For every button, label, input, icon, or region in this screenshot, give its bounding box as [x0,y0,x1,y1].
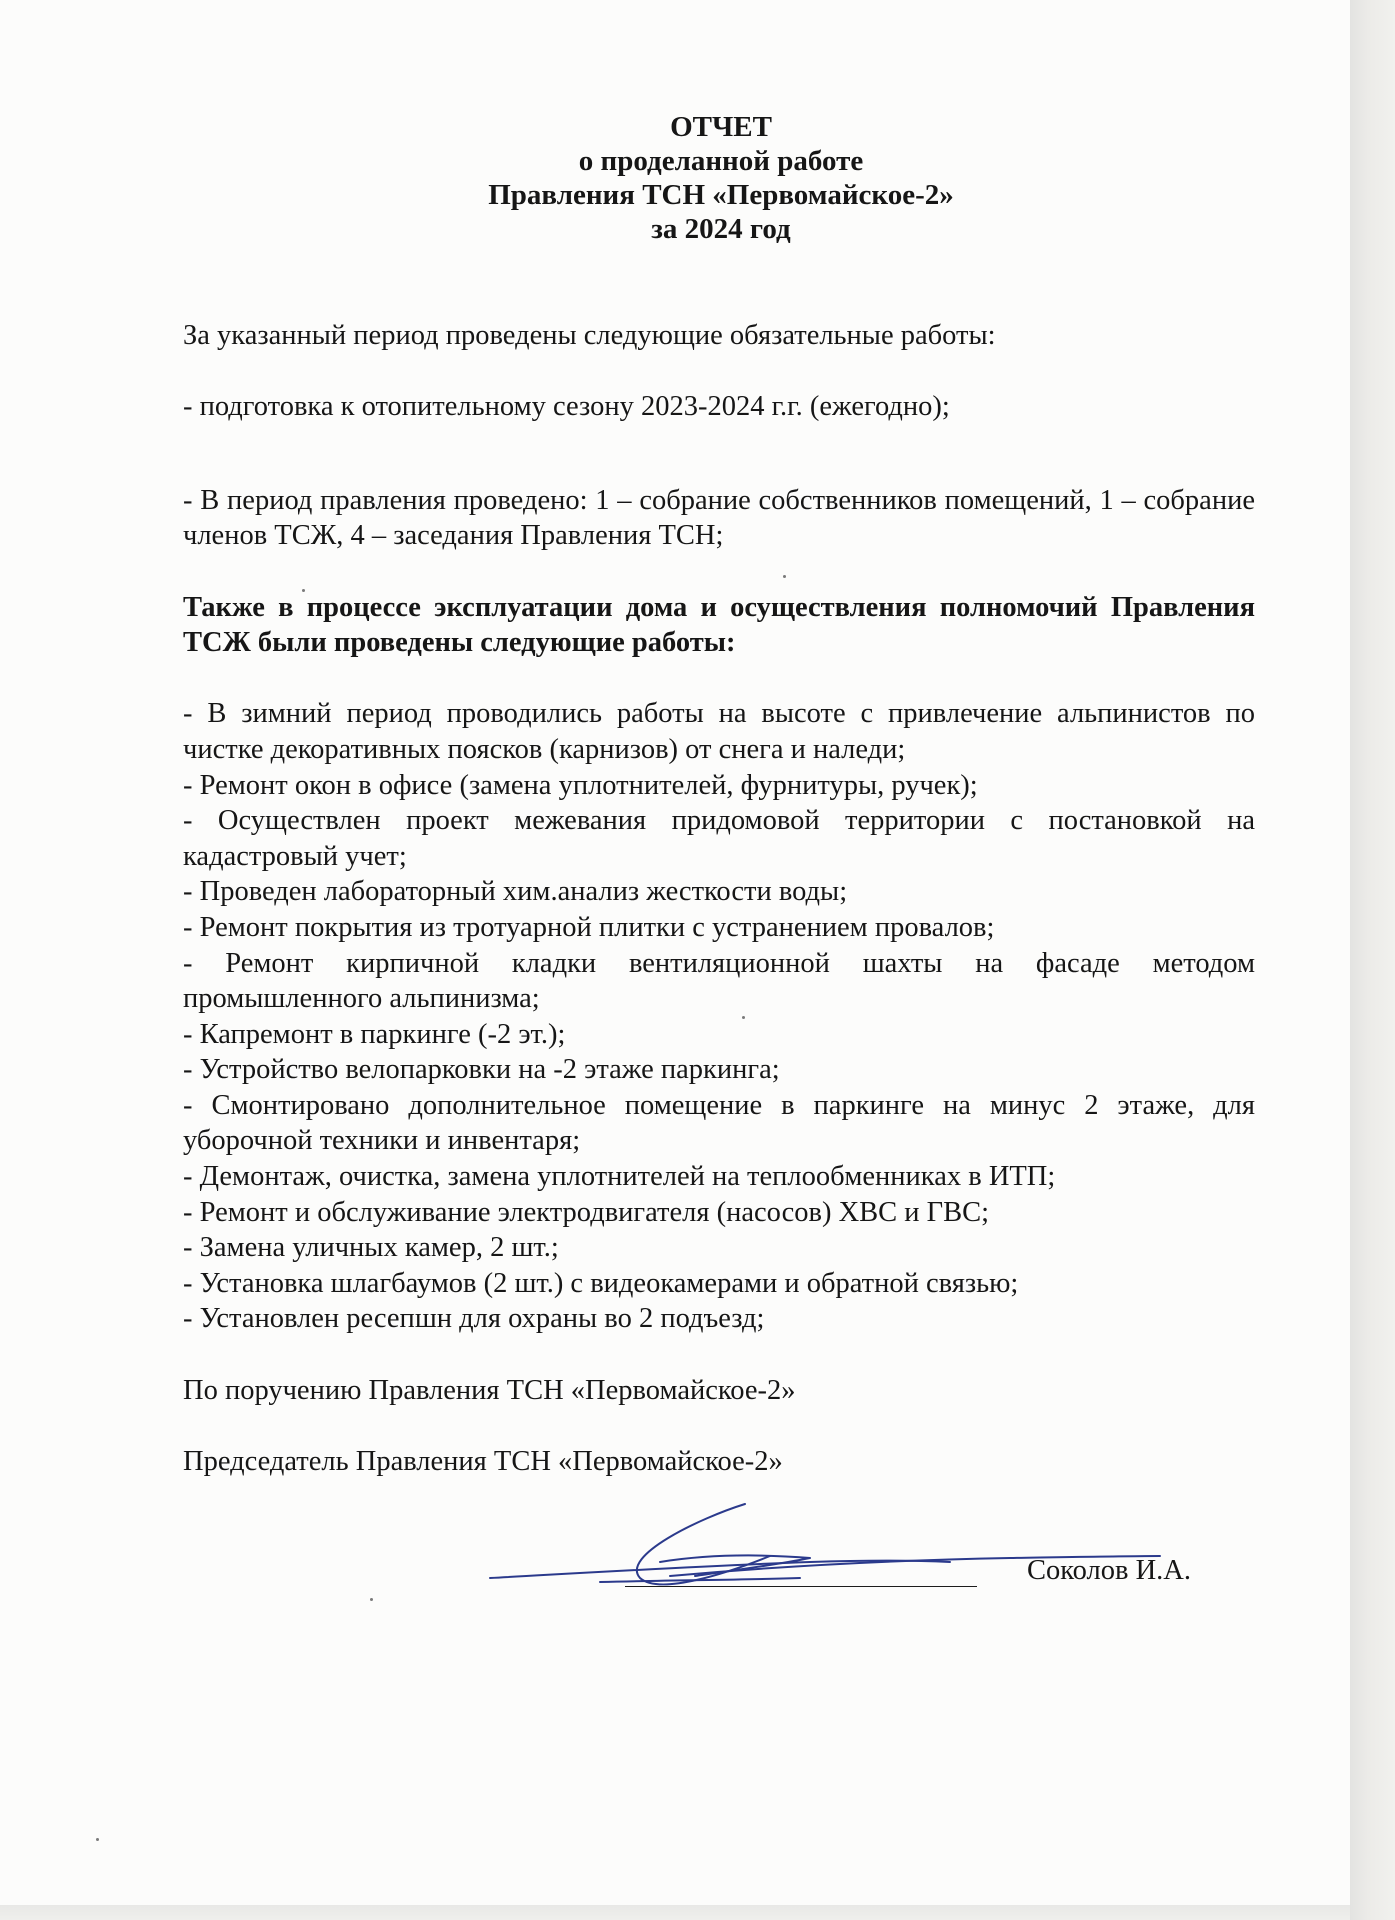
works-list-item: - Замена уличных камер, 2 шт.; [183,1232,559,1264]
signature-line [625,1586,977,1587]
report-organization: Правления ТСН «Первомайское-2» [488,179,954,211]
signature-stroke [490,1561,950,1579]
works-list-item: - Установлен ресепшн для охраны во 2 подъезд; [183,1303,765,1335]
scan-edge-right [1350,0,1395,1920]
scan-speck [783,575,786,578]
heating-item: - подготовка к отопительному сезону 2023-2024 г.г. (ежегодно); [183,391,950,423]
works-list-item: - Проведен лабораторный хим.анализ жесткости воды; [183,876,848,908]
section-heading: Также в процессе эксплуатации дома и осуществления полномочий Правления ТСЖ были проведены следующие работы: [183,591,1255,659]
scan-speck [370,1598,373,1601]
works-list-item: - В зимний период проводились работы на высоте с привлечение альпинистов по чистке декоративных поясков (карнизов) от снега и наледи; [183,698,1255,765]
scan-edge-bottom [0,1905,1350,1920]
works-list-item: - Ремонт кирпичной кладки вентиляционной шахты на фасаде методом промышленного альпинизма; [183,947,1255,1015]
scan-speck [96,1838,99,1841]
works-list-item: - Устройство велопарковки на -2 этаже паркинга; [183,1054,780,1086]
report-year: за 2024 год [651,213,791,245]
report-title: ОТЧЕТ [670,111,772,143]
works-list-item: - Установка шлагбаумов (2 шт.) с видеокамерами и обратной связью; [183,1267,1019,1299]
works-list-item: - Ремонт покрытия из тротуарной плитки с устранением провалов; [183,911,995,943]
report-subtitle: о проделанной работе [578,145,864,177]
signer-name: Соколов И.А. [1027,1555,1192,1586]
works-list-item: - Капремонт в паркинге (-2 эт.); [183,1018,566,1050]
chairman-title: Председатель Правления ТСН «Первомайское-2» [183,1445,783,1477]
meetings-item: - В период правления проведено: 1 – собрание собственников помещений, 1 – собрание членов ТСЖ, 4 – заседания Правления ТСН; [183,484,1255,552]
works-list-item: - Осуществлен проект межевания придомовой территории с постановкой на кадастровый учет; [183,805,1255,872]
works-list-item: - Ремонт окон в офисе (замена уплотнителей, фурнитуры, ручек); [183,769,978,801]
scan-speck [742,1016,745,1019]
instruction-line: По поручению Правления ТСН «Первомайское-2» [183,1374,796,1406]
works-list [183,696,1255,1337]
intro-paragraph: За указанный период проведены следующие обязательные работы: [183,320,996,351]
works-list-item: - Демонтаж, очистка, замена уплотнителей на теплообменниках в ИТП; [183,1161,1056,1193]
scan-speck [302,589,305,592]
report-body [183,318,1255,1479]
works-list-item: - Ремонт и обслуживание электродвигателя (насосов) ХВС и ГВС; [183,1196,990,1228]
report-title-block [0,110,1395,246]
handwritten-signature [480,1490,1180,1610]
works-list-item: - Смонтировано дополнительное помещение в паркинге на минус 2 этаже, для уборочной техники и инвентаря; [183,1089,1255,1157]
